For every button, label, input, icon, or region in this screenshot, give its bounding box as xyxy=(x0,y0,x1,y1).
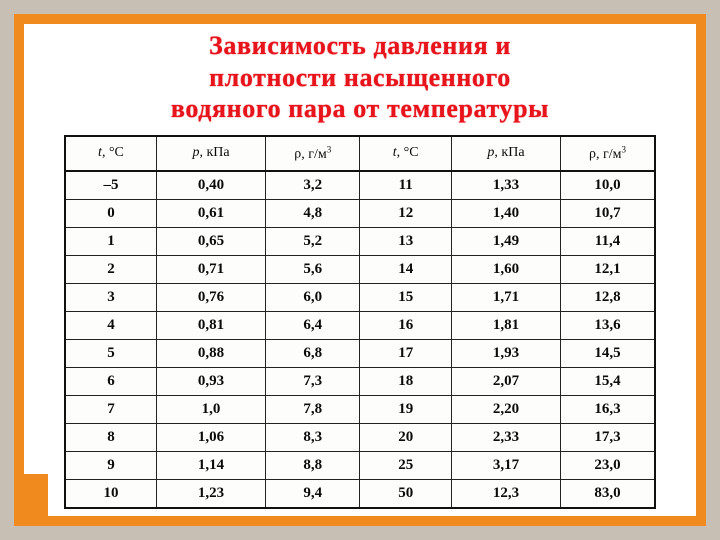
cell: 17 xyxy=(360,339,451,367)
cell: 1,40 xyxy=(451,199,560,227)
cell: 16,3 xyxy=(561,395,655,423)
vapor-pressure-density-table xyxy=(64,135,656,509)
table-row xyxy=(65,311,655,339)
cell: 10 xyxy=(65,479,156,508)
table-body xyxy=(65,171,655,508)
cell: 5,6 xyxy=(266,255,360,283)
cell: 6,0 xyxy=(266,283,360,311)
cell: 5 xyxy=(65,339,156,367)
cell: 1,93 xyxy=(451,339,560,367)
cell: 7 xyxy=(65,395,156,423)
cell: 16 xyxy=(360,311,451,339)
cell: 9,4 xyxy=(266,479,360,508)
cell: 0,88 xyxy=(156,339,265,367)
slide-content xyxy=(24,24,696,516)
cell: 2,20 xyxy=(451,395,560,423)
cell: 2,33 xyxy=(451,423,560,451)
header-cell-t-2 xyxy=(360,136,451,171)
header-symbol-rho-1: ρ xyxy=(294,146,302,162)
cell: 1 xyxy=(65,227,156,255)
cell: 13,6 xyxy=(561,311,655,339)
cell: 11,4 xyxy=(561,227,655,255)
cell: 2 xyxy=(65,255,156,283)
page-title xyxy=(40,30,680,125)
table-row xyxy=(65,227,655,255)
cell: 9 xyxy=(65,451,156,479)
cell: 6,4 xyxy=(266,311,360,339)
table-row xyxy=(65,339,655,367)
table-row xyxy=(65,451,655,479)
header-unit-p-2: , кПа xyxy=(494,145,525,161)
cell: 17,3 xyxy=(561,423,655,451)
header-cell-p-2 xyxy=(451,136,560,171)
cell: 15 xyxy=(360,283,451,311)
table-row xyxy=(65,423,655,451)
title-line-1: Зависимость давления и xyxy=(209,31,511,60)
header-cell-rho-1 xyxy=(266,136,360,171)
table-row xyxy=(65,255,655,283)
header-cell-p-1 xyxy=(156,136,265,171)
cell: 4,8 xyxy=(266,199,360,227)
header-symbol-rho-2: ρ xyxy=(589,146,597,162)
cell: 1,06 xyxy=(156,423,265,451)
cell: 7,8 xyxy=(266,395,360,423)
table-row xyxy=(65,367,655,395)
cell: 4 xyxy=(65,311,156,339)
cell: 14 xyxy=(360,255,451,283)
cell: 18 xyxy=(360,367,451,395)
cell: 3,17 xyxy=(451,451,560,479)
header-unit-t-2: , °C xyxy=(396,145,419,161)
table-row xyxy=(65,171,655,200)
cell: 25 xyxy=(360,451,451,479)
cell: 6,8 xyxy=(266,339,360,367)
header-cell-t-1 xyxy=(65,136,156,171)
table-row xyxy=(65,395,655,423)
cell: 0,61 xyxy=(156,199,265,227)
cell: 1,60 xyxy=(451,255,560,283)
cell: 7,3 xyxy=(266,367,360,395)
cell: 12,8 xyxy=(561,283,655,311)
header-symbol-p-2: p xyxy=(487,145,495,161)
cell: 5,2 xyxy=(266,227,360,255)
cell: –5 xyxy=(65,171,156,200)
cell: 23,0 xyxy=(561,451,655,479)
cell: 0,81 xyxy=(156,311,265,339)
cell: 0,76 xyxy=(156,283,265,311)
header-unit-p-1: , кПа xyxy=(199,145,230,161)
cell: 0,65 xyxy=(156,227,265,255)
cell: 1,0 xyxy=(156,395,265,423)
cell: 0,71 xyxy=(156,255,265,283)
cell: 19 xyxy=(360,395,451,423)
cell: 0,93 xyxy=(156,367,265,395)
cell: 15,4 xyxy=(561,367,655,395)
cell: 8 xyxy=(65,423,156,451)
cell: 8,8 xyxy=(266,451,360,479)
table-row xyxy=(65,479,655,508)
table-row xyxy=(65,199,655,227)
vapor-table-wrap xyxy=(64,135,656,509)
header-symbol-t-2: t xyxy=(392,145,397,161)
cell: 20 xyxy=(360,423,451,451)
cell: 50 xyxy=(360,479,451,508)
table-row xyxy=(65,283,655,311)
cell: 8,3 xyxy=(266,423,360,451)
cell: 12,3 xyxy=(451,479,560,508)
table-header-row xyxy=(65,136,655,171)
cell: 14,5 xyxy=(561,339,655,367)
title-line-3: водяного пара от температуры xyxy=(170,94,550,124)
cell: 11 xyxy=(360,171,451,200)
table-head xyxy=(65,136,655,171)
cell: 10,7 xyxy=(561,199,655,227)
cell: 3 xyxy=(65,283,156,311)
header-symbol-p-1: p xyxy=(192,145,200,161)
cell: 83,0 xyxy=(561,479,655,508)
cell: 1,14 xyxy=(156,451,265,479)
header-unit-t-1: , °C xyxy=(101,145,124,161)
title-line-2: плотности насыщенного xyxy=(209,62,511,92)
header-unit-rho-1: , $г/м^3$ xyxy=(301,144,332,162)
cell: 12,1 xyxy=(561,255,655,283)
cell: 1,49 xyxy=(451,227,560,255)
cell: 0,40 xyxy=(156,171,265,200)
cell: 10,0 xyxy=(561,171,655,200)
cell: 13 xyxy=(360,227,451,255)
cell: 1,71 xyxy=(451,283,560,311)
cell: 3,2 xyxy=(266,171,360,200)
header-cell-rho-2 xyxy=(561,136,655,171)
header-unit-rho-2: , $г/м^3$ xyxy=(596,144,627,162)
header-symbol-t-1: t xyxy=(98,145,102,161)
cell: 0 xyxy=(65,199,156,227)
cell: 1,33 xyxy=(451,171,560,200)
cell: 1,81 xyxy=(451,311,560,339)
cell: 12 xyxy=(360,199,451,227)
cell: 1,23 xyxy=(156,479,265,508)
cell: 2,07 xyxy=(451,367,560,395)
cell: 6 xyxy=(65,367,156,395)
